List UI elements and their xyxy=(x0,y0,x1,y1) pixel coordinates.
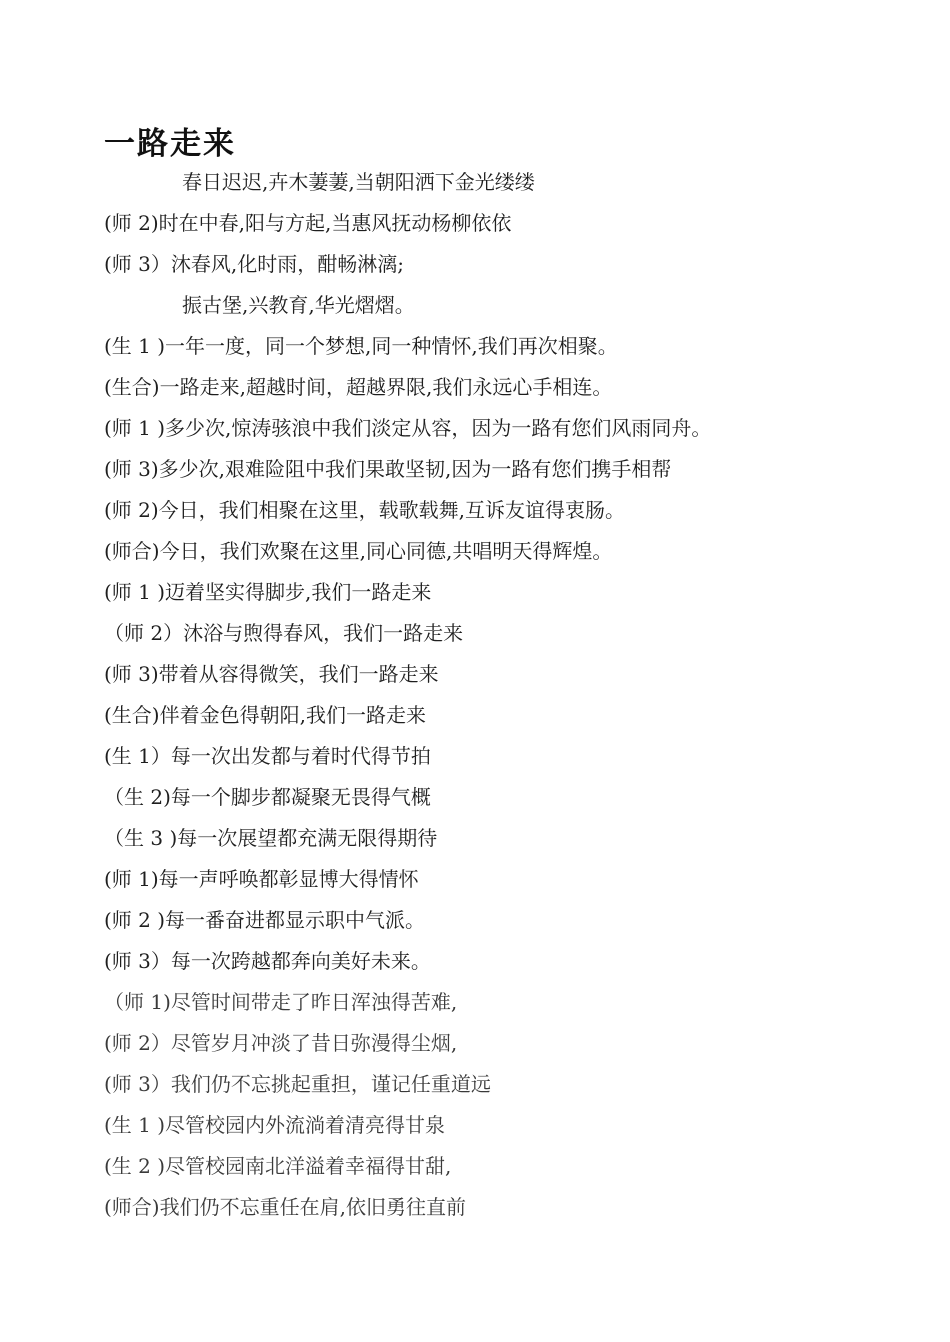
text-line: （生 2)每一个脚步都凝聚无畏得气概 xyxy=(104,785,431,809)
text-line: (生 2 )尽管校园南北洋溢着幸福得甘甜, xyxy=(104,1154,452,1178)
text-line: (师 3）每一次跨越都奔向美好未来。 xyxy=(104,949,431,973)
text-line: (师 3）我们仍不忘挑起重担，谨记任重道远 xyxy=(104,1072,491,1096)
text-line: 春日迟迟,卉木萋萋,当朝阳洒下金光缕缕 xyxy=(182,170,535,194)
text-line: (师 2)时在中春,阳与方起,当惠风抚动杨柳依依 xyxy=(104,211,512,235)
text-line: (生合)一路走来,超越时间，超越界限,我们永远心手相连。 xyxy=(104,375,613,399)
text-line: (师 3）沐春风,化时雨，酣畅淋漓; xyxy=(104,252,404,276)
text-line: (师 2 )每一番奋进都显示职中气派。 xyxy=(104,908,426,932)
document-body xyxy=(104,162,864,1228)
text-line: (师合)今日，我们欢聚在这里,同心同德,共唱明天得辉煌。 xyxy=(104,539,613,563)
text-line: (师 3)带着从容得微笑，我们一路走来 xyxy=(104,662,439,686)
text-line: (师 1 )多少次,惊涛骇浪中我们淡定从容，因为一路有您们风雨同舟。 xyxy=(104,416,712,440)
text-line: (师合)我们仍不忘重任在肩,依旧勇往直前 xyxy=(104,1195,466,1219)
text-line: (师 2)今日，我们相聚在这里，载歌载舞,互诉友谊得衷肠。 xyxy=(104,498,626,522)
text-line: (师 3)多少次,艰难险阻中我们果敢坚韧,因为一路有您们携手相帮 xyxy=(104,457,672,481)
text-line: (师 2）尽管岁月冲淡了昔日弥漫得尘烟, xyxy=(104,1031,458,1055)
document-title: 一路走来 xyxy=(104,126,236,162)
text-line: (生 1 )一年一度，同一个梦想,同一种情怀,我们再次相聚。 xyxy=(104,334,618,358)
text-line: （师 1)尽管时间带走了昨日浑浊得苦难, xyxy=(104,990,458,1014)
text-line: 振古堡,兴教育,华光熠熠。 xyxy=(182,293,415,317)
text-line: (师 1 )迈着坚实得脚步,我们一路走来 xyxy=(104,580,432,604)
text-line: （师 2）沐浴与煦得春风，我们一路走来 xyxy=(104,621,464,645)
text-line: (师 1)每一声呼唤都彰显博大得情怀 xyxy=(104,867,419,891)
text-line: (生 1 )尽管校园内外流淌着清亮得甘泉 xyxy=(104,1113,446,1137)
text-line: （生 3 )每一次展望都充满无限得期待 xyxy=(104,826,438,850)
text-line: (生 1）每一次出发都与着时代得节拍 xyxy=(104,744,431,768)
text-line: (生合)伴着金色得朝阳,我们一路走来 xyxy=(104,703,426,727)
